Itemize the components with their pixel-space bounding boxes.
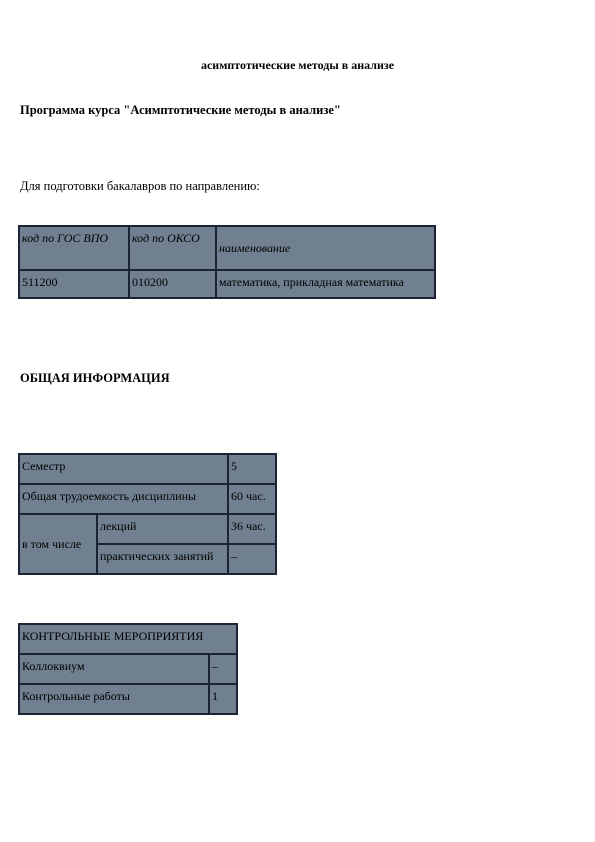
document-title: асимптотические методы в анализе: [200, 58, 395, 72]
lectures-value: 36 час.: [228, 514, 276, 544]
general-info-table: [18, 453, 277, 575]
table-row: [19, 270, 435, 298]
lectures-label: лекций: [97, 514, 228, 544]
control-header: КОНТРОЛЬНЫЕ МЕРОПРИЯТИЯ: [19, 624, 237, 654]
header-gos-code: код по ГОС ВПО: [19, 226, 129, 270]
including-label: в том числе: [19, 514, 97, 574]
table-header-row: [19, 624, 237, 654]
semester-label: Семестр: [19, 454, 228, 484]
control-measures-table: [18, 623, 238, 715]
cell-name: математика, прикладная математика: [216, 270, 435, 298]
header-okso-code: код по ОКСО: [129, 226, 216, 270]
tests-value: 1: [209, 684, 237, 714]
table-row: [19, 654, 237, 684]
table-row: [19, 684, 237, 714]
colloquium-label: Коллоквиум: [19, 654, 209, 684]
tests-label: Контрольные работы: [19, 684, 209, 714]
table-row: [19, 454, 276, 484]
preparation-text: Для подготовки бакалавров по направлению:: [20, 179, 260, 193]
workload-value: 60 час.: [228, 484, 276, 514]
table-header-row: [19, 226, 435, 270]
cell-okso-code: 010200: [129, 270, 216, 298]
semester-value: 5: [228, 454, 276, 484]
cell-gos-code: 511200: [19, 270, 129, 298]
table-row: [19, 514, 276, 544]
table-row: [19, 484, 276, 514]
program-title: Программа курса "Асимптотические методы в анализе": [20, 103, 341, 117]
workload-label: Общая трудоемкость дисциплины: [19, 484, 228, 514]
direction-codes-table: [18, 225, 436, 299]
practice-label: практических занятий: [97, 544, 228, 574]
colloquium-value: –: [209, 654, 237, 684]
section-heading: ОБЩАЯ ИНФОРМАЦИЯ: [20, 371, 170, 385]
header-name: наименование: [216, 226, 435, 270]
practice-value: –: [228, 544, 276, 574]
